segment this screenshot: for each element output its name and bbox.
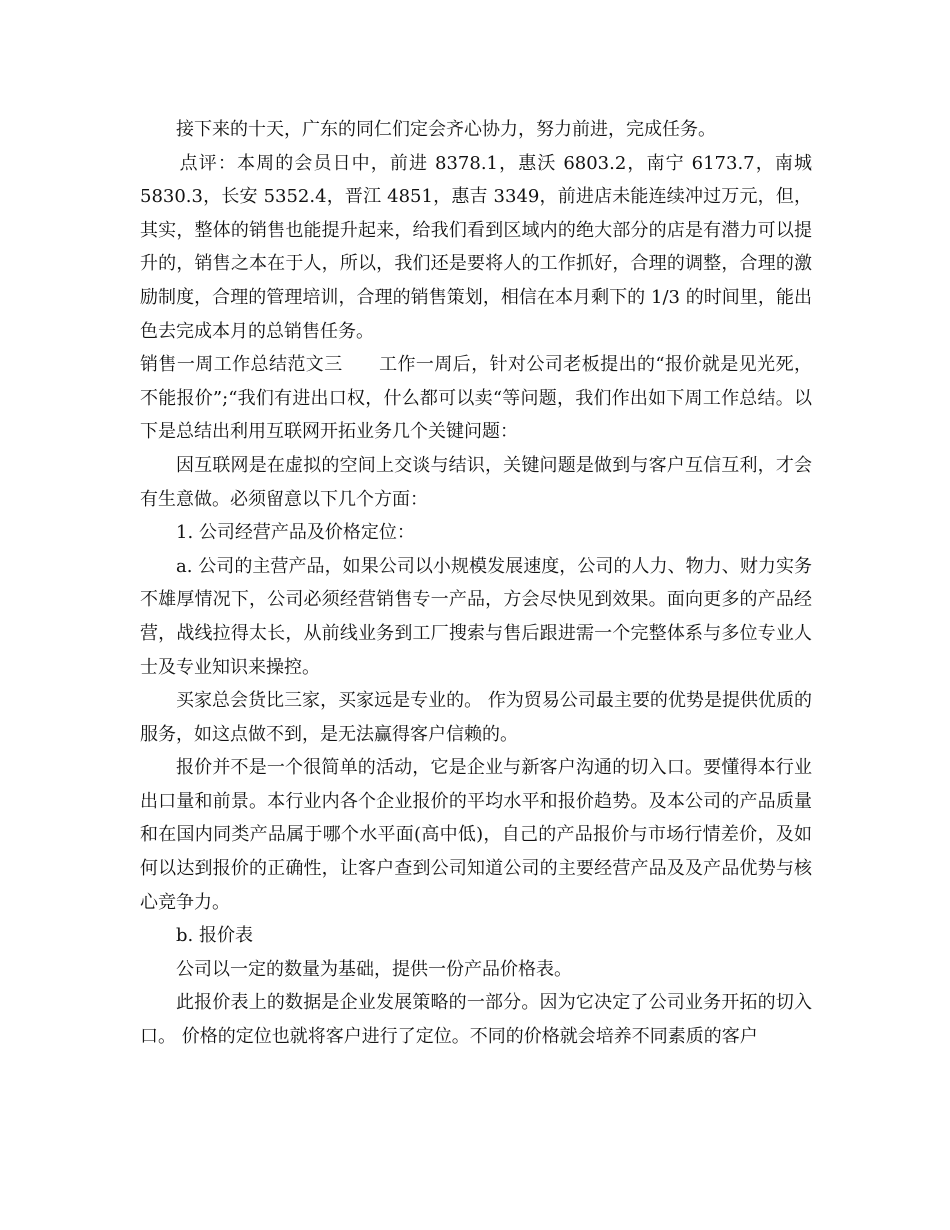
paragraph-internet-trust: 因互联网是在虚拟的空间上交谈与结识，关键问题是做到与客户互信互利，才会有生意做。必须留意以下几个方面：	[140, 454, 812, 510]
paragraph-section-three	[140, 348, 812, 449]
paragraph-item-1: 1. 公司经营产品及价格定位：	[176, 522, 415, 544]
paragraph-guangdong-plan: 接下来的十天，广东的同仁们定会齐心协力，努力前进，完成任务。	[176, 119, 716, 140]
paragraph-item-b: b. 报价表	[176, 925, 253, 947]
section-title: 销售一周工作总结范文三	[140, 354, 343, 376]
paragraph-price-strategy: 此报价表上的数据是企业发展策略的一部分。因为它决定了公司业务开拓的切入口。 价格的定位也就将客户进行了定位。不同的价格就会培养不同素质的客户	[140, 992, 812, 1048]
paragraph-price-list: 公司以一定的数量为基础，提供一份产品价格表。	[176, 958, 572, 980]
paragraph-quotation: 报价并不是一个很简单的活动，它是企业与新客户沟通的切入口。要懂得本行业出口量和前景。本行业内各个企业报价的平均水平和报价趋势。及本公司的产品质量和在国内同类产品属于哪个水平面(高中低)，自己的产品报价与市场行情差价，及如何以达到报价的正确性，让客户查到公司知道公司的主要经营产品及及产品优势与核心竞争力。	[140, 757, 812, 913]
paragraph-buyers: 买家总会货比三家，买家远是专业的。 作为贸易公司最主要的优势是提供优质的服务，如这点做不到，是无法赢得客户信赖的。	[140, 690, 812, 745]
document-body	[140, 113, 812, 1054]
section-three-body: 工作一周后，针对公司老板提出的“报价就是见光死，不能报价”;“我们有进出口权，什么都可以卖“等问题，我们作出如下周工作总结。以下是总结出利用互联网开拓业务几个关键问题：	[140, 354, 813, 443]
paragraph-item-a: a. 公司的主营产品，如果公司以小规模发展速度，公司的人力、物力、财力实务不雄厚情况下，公司必须经营销售专一产品，方会尽快见到效果。面向更多的产品经营，战线拉得太长，从前线业务到工厂搜索与售后跟进需一个完整体系与多位专业人士及专业知识来操控。	[140, 555, 812, 678]
paragraph-review: 点评：本周的会员日中，前进 8378.1，惠沃 6803.2，南宁 6173.7，南城5830.3，长安 5352.4，晋江 4851，惠吉 3349，前进店未能连续冲过万元，但，其实，整体的销售也能提升起来，给我们看到区域内的绝大部分的店是有潜力可以提升的，销售之本在于人，所以，我们还是要将人的工作抓好，合理的调整，合理的激励制度，合理的管理培训，合理的销售策划，相信在本月剩下的 1/3 的时间里，能出色去完成本月的总销售任务。	[140, 152, 812, 342]
